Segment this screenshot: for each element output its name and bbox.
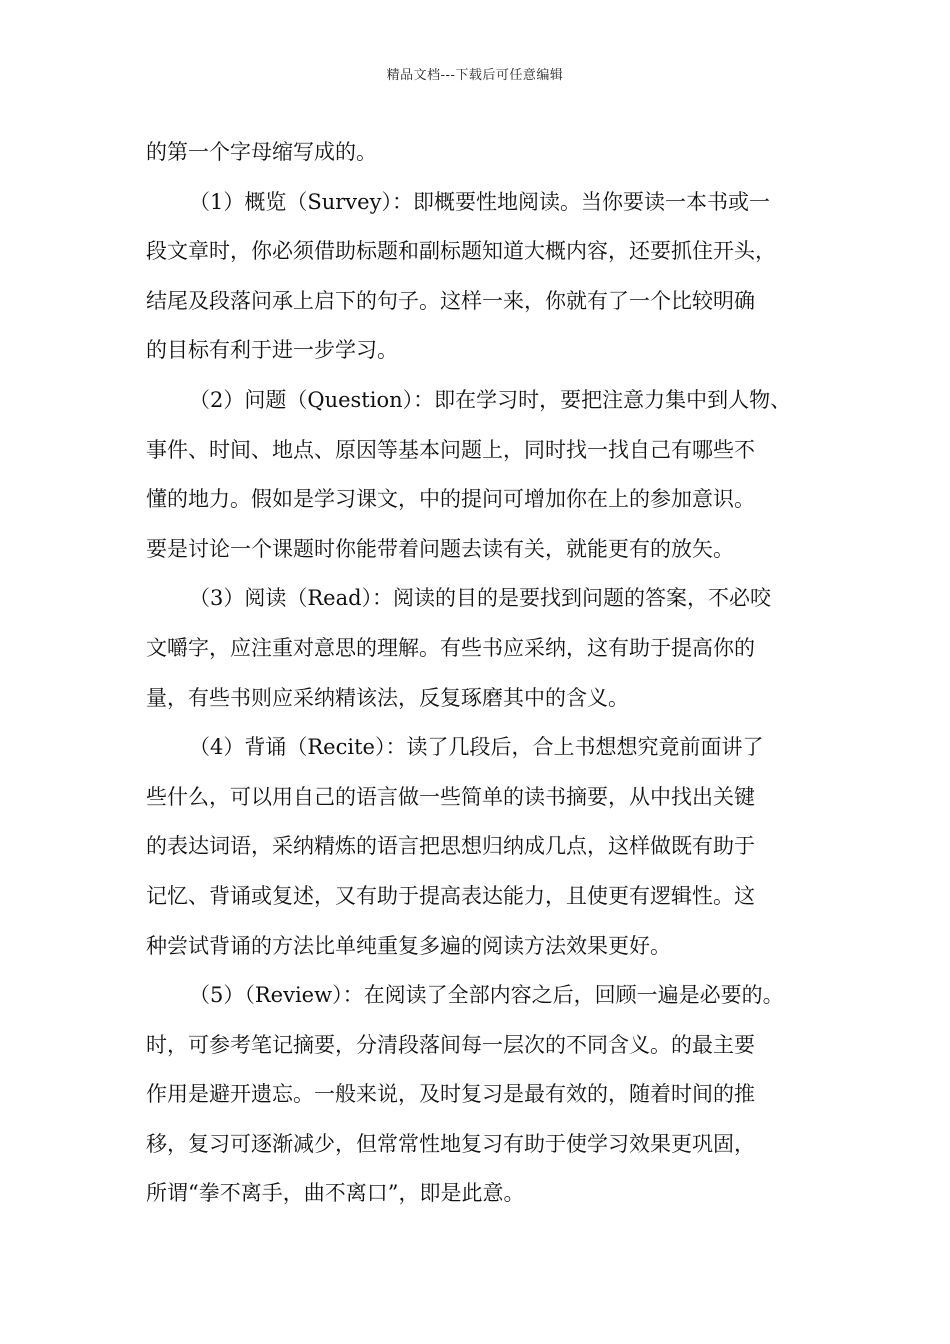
- text-line: 作用是避开遗忘。一般来说，及时复习是最有效的，随着时间的推: [146, 1082, 755, 1107]
- paragraph-start-line: （5）（Review）：在阅读了全部内容之后，回顾一遍是必要的。: [189, 983, 784, 1008]
- text-line: 记忆、背诵或复述，又有助于提高表达能力，且使更有逻辑性。这: [146, 883, 755, 908]
- text-line: 事件、时间、地点、原因等基本问题上，同时找一找自己有哪些不: [146, 437, 755, 462]
- text-line: 要是讨论一个课题时你能带着问题去读有关，就能更有的放矢。: [146, 536, 734, 561]
- text-line: 的表达词语，采纳精炼的语言把思想归纳成几点，这样做既有助于: [146, 834, 755, 859]
- text-line: 时，可参考笔记摘要，分清段落间每一层次的不同含义。的最主要: [146, 1032, 755, 1057]
- text-line: 种尝试背诵的方法比单纯重复多遍的阅读方法效果更好。: [146, 933, 671, 958]
- text-line: 文嚼字，应注重对意思的理解。有些书应采纳，这有助于提高你的: [146, 635, 755, 660]
- paragraph-start-line: （1）概览（Survey）：即概要性地阅读。当你要读一本书或一: [189, 189, 770, 214]
- text-line: 量，有些书则应采纳精该法，反复琢磨其中的含义。: [146, 685, 629, 710]
- paragraph-start-line: （3）阅读（Read）：阅读的目的是要找到问题的答案，不必咬: [189, 586, 772, 611]
- text-line: 的目标有利于进一步学习。: [146, 338, 398, 363]
- text-line: 所谓“拳不离手，曲不离口”，即是此意。: [146, 1181, 525, 1206]
- text-line: 懂的地力。假如是学习课文，中的提问可增加你在上的参加意识。: [146, 487, 755, 512]
- paragraph-start-line: （4）背诵（Recite）：读了几段后，合上书想想究竟前面讲了: [189, 735, 764, 760]
- text-line: 的第一个字母缩写成的。: [146, 140, 377, 164]
- text-line: 移，复习可逐渐减少，但常常性地复习有助于使学习效果更巩固，: [146, 1131, 755, 1156]
- page-header: 精品文档---下载后可任意编辑: [386, 68, 564, 83]
- body-text: [146, 128, 826, 1219]
- paragraph-start-line: （2）问题（Question）：即在学习时，要把注意力集中到人物、: [189, 387, 792, 412]
- text-line: 段文章时，你必须借助标题和副标题知道大概内容，还要抓住开头，: [146, 239, 776, 264]
- text-line: 些什么，可以用自己的语言做一些简单的读书摘要，从中找出关键: [146, 784, 755, 809]
- text-line: 结尾及段落问承上启下的句子。这样一来，你就有了一个比较明确: [146, 288, 755, 313]
